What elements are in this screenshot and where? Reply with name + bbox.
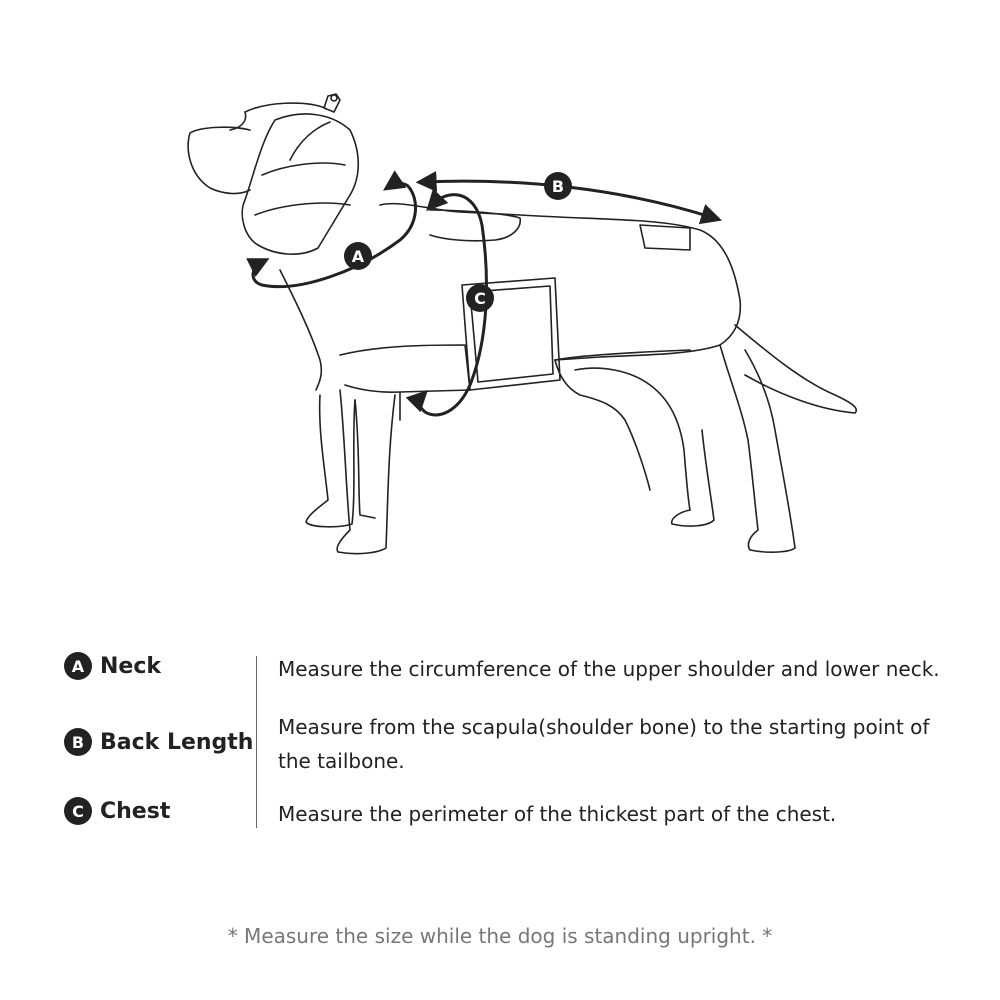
neck-measurement-loop <box>253 183 416 287</box>
chest-name: Chest <box>100 798 171 824</box>
neck-label <box>64 652 161 680</box>
marker-a <box>344 242 372 270</box>
legend-divider <box>256 656 257 828</box>
svg-text:A: A <box>351 247 365 266</box>
marker-b <box>544 172 572 200</box>
svg-text:B: B <box>551 177 565 196</box>
back-length-name: Back Length <box>100 729 254 755</box>
back-length-label <box>64 728 253 756</box>
neck-description: Measure the circumference of the upper shoulder and lower neck. <box>278 657 940 681</box>
back-length-description: Measure from the scapula(shoulder bone) to the starting point of the tailbone. <box>278 715 930 773</box>
neck-name: Neck <box>100 653 162 679</box>
chest-label <box>64 797 170 825</box>
chest-description: Measure the perimeter of the thickest part of the chest. <box>278 802 837 826</box>
back-length-badge: B <box>64 728 92 756</box>
dog-outline <box>188 94 856 554</box>
chest-badge: C <box>64 797 92 825</box>
svg-text:C: C <box>474 289 486 308</box>
footnote: * Measure the size while the dog is standing upright. * <box>227 924 773 948</box>
marker-c <box>466 284 494 312</box>
neck-badge: A <box>64 652 92 680</box>
